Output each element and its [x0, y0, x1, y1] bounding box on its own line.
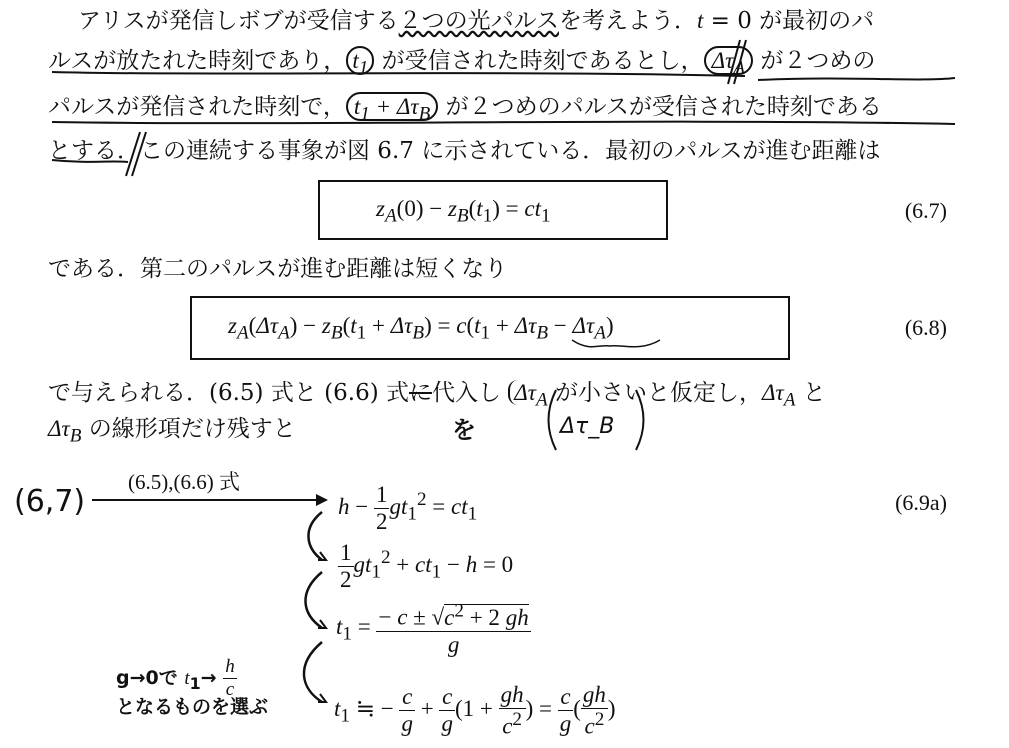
paragraph-line-1: アリスが発信しボブが受信する２つの光パルスを考えよう．t = 0 が最初のパ — [78, 8, 875, 34]
derivation-arrow-label: (6.5),(6.6) 式 — [128, 470, 240, 494]
derivation-step-2: $\frac{1}{2}$ $gt_1^2 + ct_1 - h = 0$ — [340, 540, 514, 592]
derivation-start-label: (6,7) — [14, 484, 86, 519]
paragraph-line-4: とする．この連続する事象が図 6.7 に示されている．最初のパルスが進む距離は — [48, 138, 881, 164]
paragraph-line-2: ルスが放たれた時刻であり， $t_1$ が受信された時刻であるとし， $\Delta\tau_A$ が２つめの — [48, 48, 876, 79]
derivation-step-1-number: (6.9a) — [895, 490, 947, 515]
after-eq68-line-1: で与えられる．(6.5) 式と (6.6) 式に代入し $\Delta\tau_A$ が小さいと仮定し，$\Delta\tau_A$ と — [48, 380, 826, 411]
derivation-step-1: h − $\frac{1}{2}$ $gt_1^2 = ct_1$ — [338, 482, 478, 534]
handwritten-correction-tau: Δτ_B — [560, 414, 615, 439]
equation-6-7-number: (6.7) — [904, 198, 947, 223]
derivation-step-3: $t_1$ = $\frac{- c \pm √c^2 + 2 gh}{g}$ — [336, 600, 529, 657]
between-text: である．第二のパルスが進む距離は短くなり — [48, 256, 508, 282]
equation-6-8: $z_A(\Delta\tau_A) - z_B(t_1 + \Delta\tau_B) = c(t_1 + \Delta\tau_B - \Delta\tau_A)$ — [228, 313, 614, 344]
note-line-1: g→0で $t_1\to$ $\frac{h}{c}$ — [116, 656, 235, 700]
paragraph-line-3: パルスが発信された時刻で， $t_1 + \Delta\tau_B$ が２つめのパルスが受信された時刻である — [48, 94, 882, 125]
after-eq68-line-2: $\Delta\tau_B$ の線形項だけ残すと — [48, 416, 296, 447]
equation-6-7: $z_A(0) - z_B(t_1) = ct_1$ — [376, 196, 551, 227]
handwritten-correction-wo: を — [452, 416, 476, 444]
note-line-2: となるものを選ぶ — [116, 696, 269, 718]
derivation-step-4: $t_1$ ≒ − $\frac{c}{g}$ + $\frac{c}{g}$ (1 + $\frac{gh}{c^2}$ ) = $\frac{c}{g}$ ( $\frac{gh}{c^2}$ ) — [334, 682, 616, 739]
equation-6-8-number: (6.8) — [904, 315, 947, 340]
